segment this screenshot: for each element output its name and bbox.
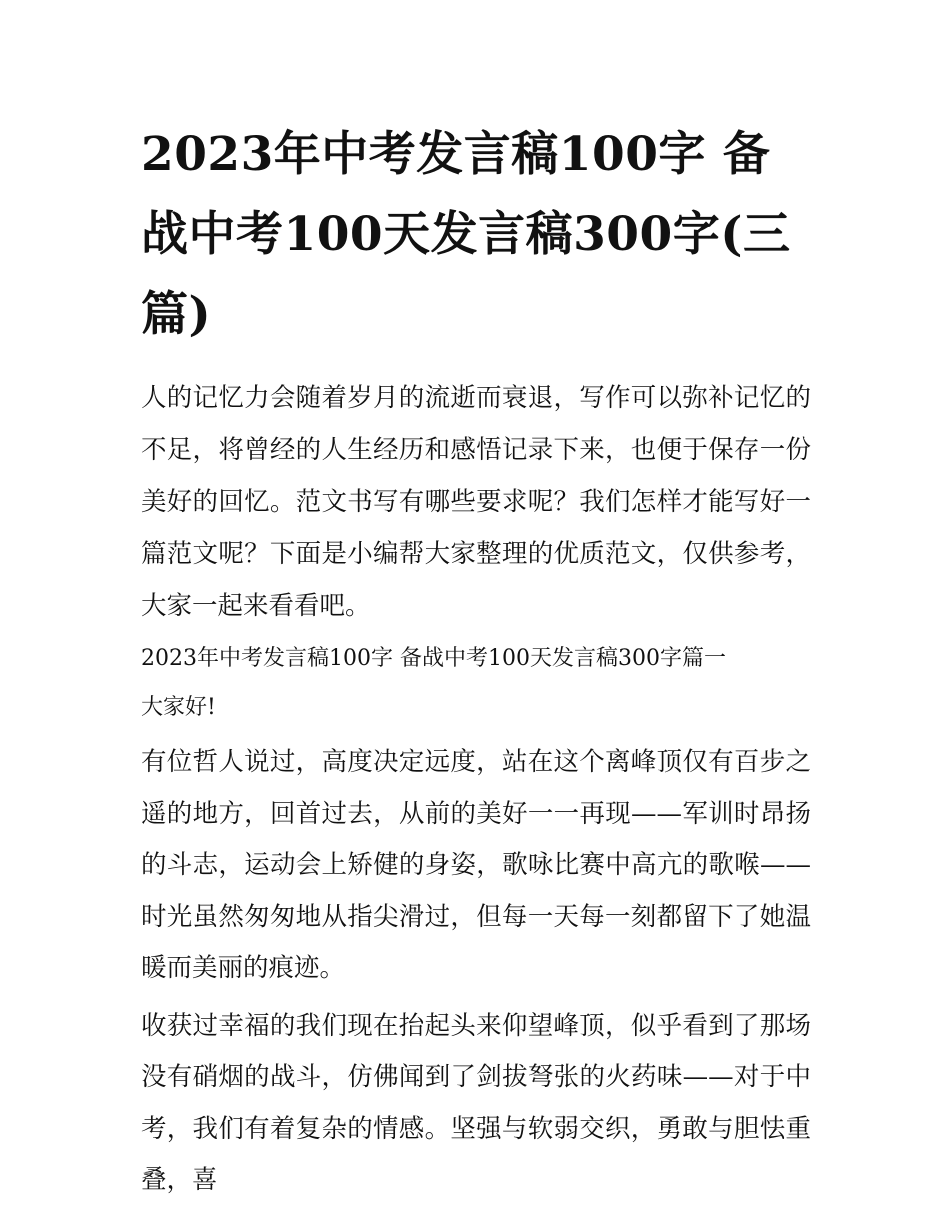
section-heading: 2023年中考发言稿100字 备战中考100天发言稿300字篇一 bbox=[141, 646, 726, 671]
document-page bbox=[141, 115, 811, 1207]
document-title: 2023年中考发言稿100字 备战中考100天发言稿300字(三篇) bbox=[141, 127, 791, 342]
body-paragraph: 收获过幸福的我们现在抬起头来仰望峰顶，似乎看到了那场没有硝烟的战斗，仿佛闻到了剑拔弩张的火药味——对于中考，我们有着复杂的情感。坚强与软弱交织，勇敢与胆怯重叠，喜 bbox=[141, 1010, 811, 1195]
intro-paragraph: 人的记忆力会随着岁月的流逝而衰退，写作可以弥补记忆的不足，将曾经的人生经历和感悟记录下来，也便于保存一份美好的回忆。范文书写有哪些要求呢？我们怎样才能写好一篇范文呢？下面是小编帮大家整理的优质范文，仅供参考，大家一起来看看吧。 bbox=[141, 383, 811, 621]
greeting-line: 大家好! bbox=[141, 695, 216, 720]
body-paragraph: 有位哲人说过，高度决定远度，站在这个离峰顶仅有百步之遥的地方，回首过去，从前的美好一一再现——军训时昂扬的斗志，运动会上矫健的身姿，歌咏比赛中高亢的歌喉——时光虽然匆匆地从指尖滑过，但每一天每一刻都留下了她温暖而美丽的痕迹。 bbox=[141, 747, 811, 983]
